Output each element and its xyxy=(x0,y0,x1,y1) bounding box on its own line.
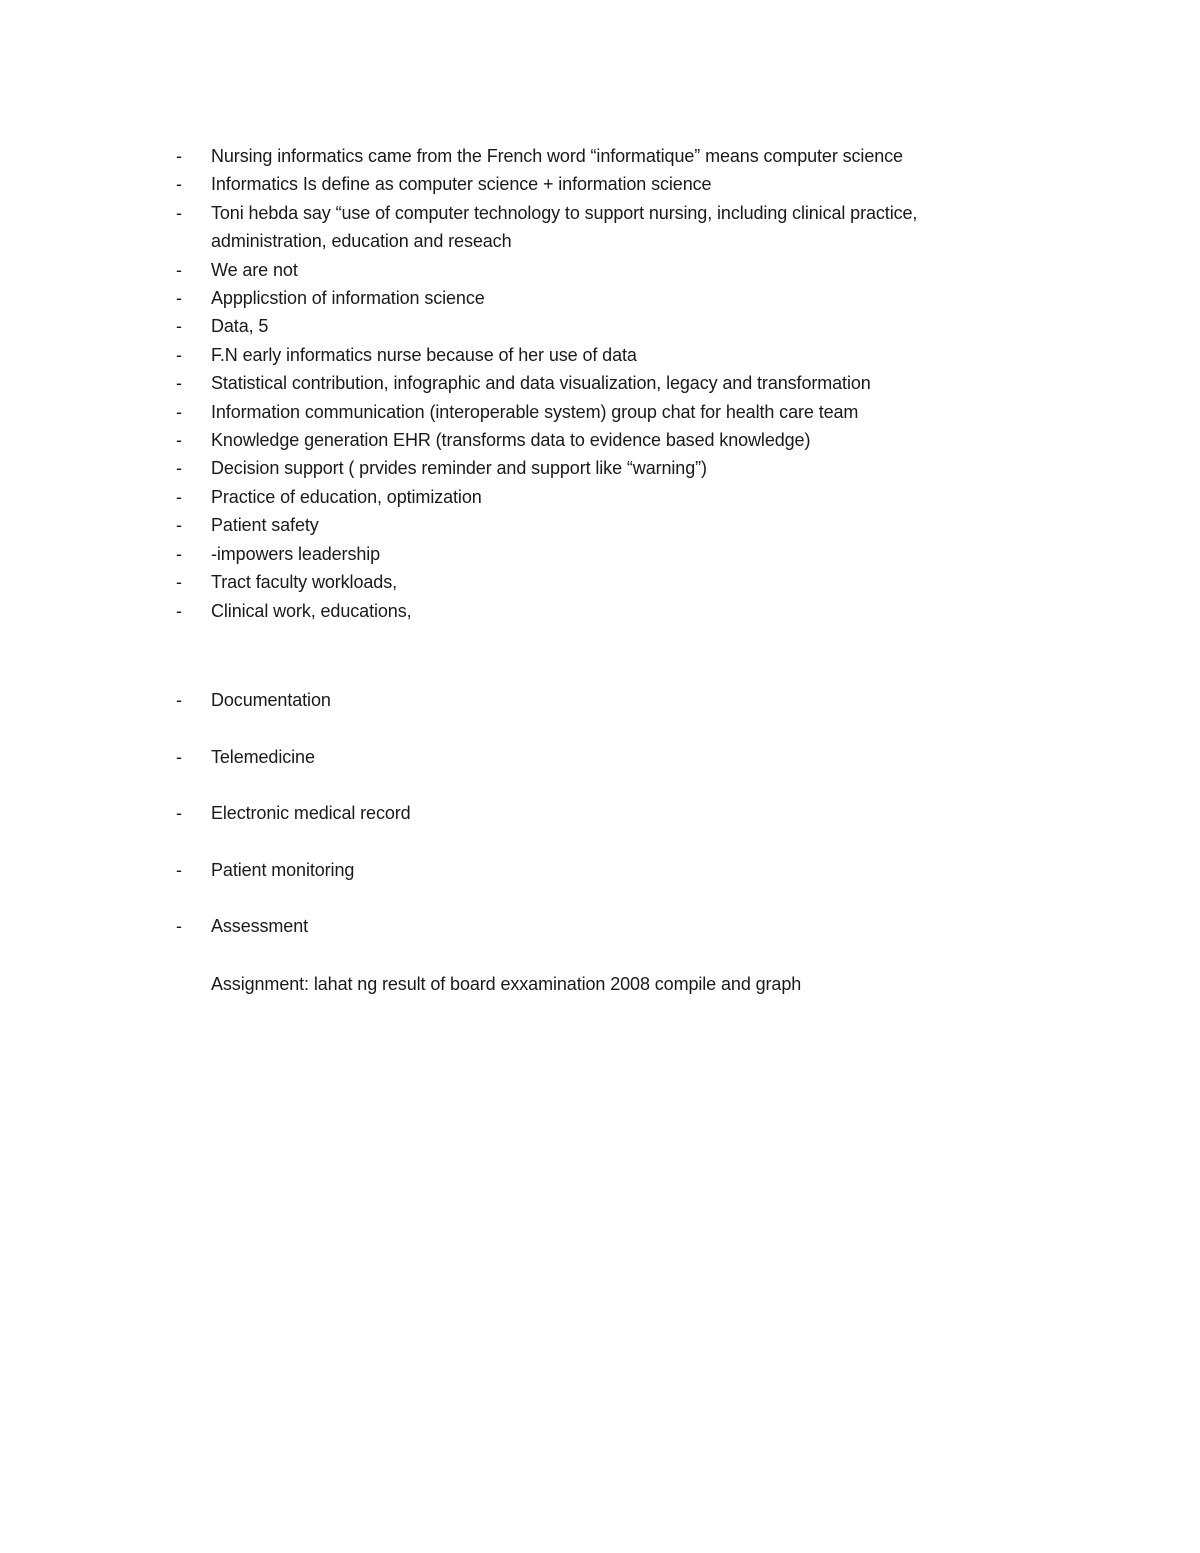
list-item-text: Documentation xyxy=(211,690,331,710)
list-item xyxy=(176,597,1036,625)
list-item xyxy=(176,686,1036,743)
list-item xyxy=(176,312,1036,340)
bullet-dash: - xyxy=(176,916,182,936)
list-item xyxy=(176,170,1036,198)
list-item-text: Patient monitoring xyxy=(211,859,355,880)
bullet-dash: - xyxy=(176,572,182,593)
list-item-text: Clinical work, educations, xyxy=(211,600,412,621)
list-item xyxy=(176,426,1036,454)
list-item-text: We are not xyxy=(211,259,298,280)
list-item-text: Telemedicine xyxy=(211,746,315,767)
list-item xyxy=(176,199,1036,256)
list-item-text: Statistical contribution, infographic and data visualization, legacy and transformation xyxy=(211,373,871,394)
bullet-dash: - xyxy=(176,859,182,880)
bullet-dash: - xyxy=(176,202,182,223)
list-item xyxy=(176,743,1036,800)
bullet-dash: - xyxy=(176,401,182,422)
bullet-dash: - xyxy=(176,146,182,166)
bullet-dash: - xyxy=(176,543,182,564)
bullet-dash: - xyxy=(176,458,182,479)
list-item-text: Tract faculty workloads, xyxy=(211,572,397,593)
list-item xyxy=(176,341,1036,369)
assignment-note: Assignment: lahat ng result of board exxamination 2008 compile and graph xyxy=(211,974,802,994)
list-item xyxy=(176,511,1036,539)
list-item-text: Toni hebda say “use of computer technology to support nursing, including clinical practice, administration, education and reseach xyxy=(211,202,918,252)
list-item-text: Practice of education, optimization xyxy=(211,486,482,507)
list-item xyxy=(176,398,1036,426)
bullet-dash: - xyxy=(176,174,182,195)
list-item-text: Data, 5 xyxy=(211,316,269,337)
bullet-dash: - xyxy=(176,690,182,710)
list-item-text: Information communication (interoperable system) group chat for health care team xyxy=(211,401,859,422)
list-item xyxy=(176,568,1036,596)
list-item xyxy=(176,284,1036,312)
list-item-text: Assessment xyxy=(211,916,309,936)
list-item xyxy=(176,799,1036,856)
list-item-text: Informatics Is define as computer science + information science xyxy=(211,174,712,195)
list-item-text: F.N early informatics nurse because of her use of data xyxy=(211,344,637,365)
bullet-dash: - xyxy=(176,316,182,337)
list-item xyxy=(176,454,1036,482)
list-item xyxy=(176,540,1036,568)
applications-list xyxy=(176,686,1036,969)
bullet-dash: - xyxy=(176,259,182,280)
list-item-text: -impowers leadership xyxy=(211,543,381,564)
list-item-text: Nursing informatics came from the French word “informatique” means computer science xyxy=(211,146,903,166)
bullet-dash: - xyxy=(176,746,182,767)
list-item-text: Knowledge generation EHR (transforms data to evidence based knowledge) xyxy=(211,430,811,451)
list-item-text: Electronic medical record xyxy=(211,803,411,823)
bullet-dash: - xyxy=(176,515,182,536)
list-item xyxy=(176,142,1036,170)
list-item xyxy=(176,256,1036,284)
bullet-dash: - xyxy=(176,600,182,621)
notes-list xyxy=(176,142,1036,625)
list-item xyxy=(176,856,1036,913)
bullet-dash: - xyxy=(176,430,182,451)
list-item xyxy=(176,369,1036,397)
list-item xyxy=(176,912,1036,969)
bullet-dash: - xyxy=(176,486,182,507)
bullet-dash: - xyxy=(176,803,182,823)
list-item xyxy=(176,483,1036,511)
bullet-dash: - xyxy=(176,344,182,365)
list-item-text: Patient safety xyxy=(211,515,319,536)
list-item-text: Decision support ( prvides reminder and support like “warning”) xyxy=(211,458,707,479)
bullet-dash: - xyxy=(176,373,182,394)
bullet-dash: - xyxy=(176,288,182,309)
list-item-text: Appplicstion of information science xyxy=(211,288,485,309)
